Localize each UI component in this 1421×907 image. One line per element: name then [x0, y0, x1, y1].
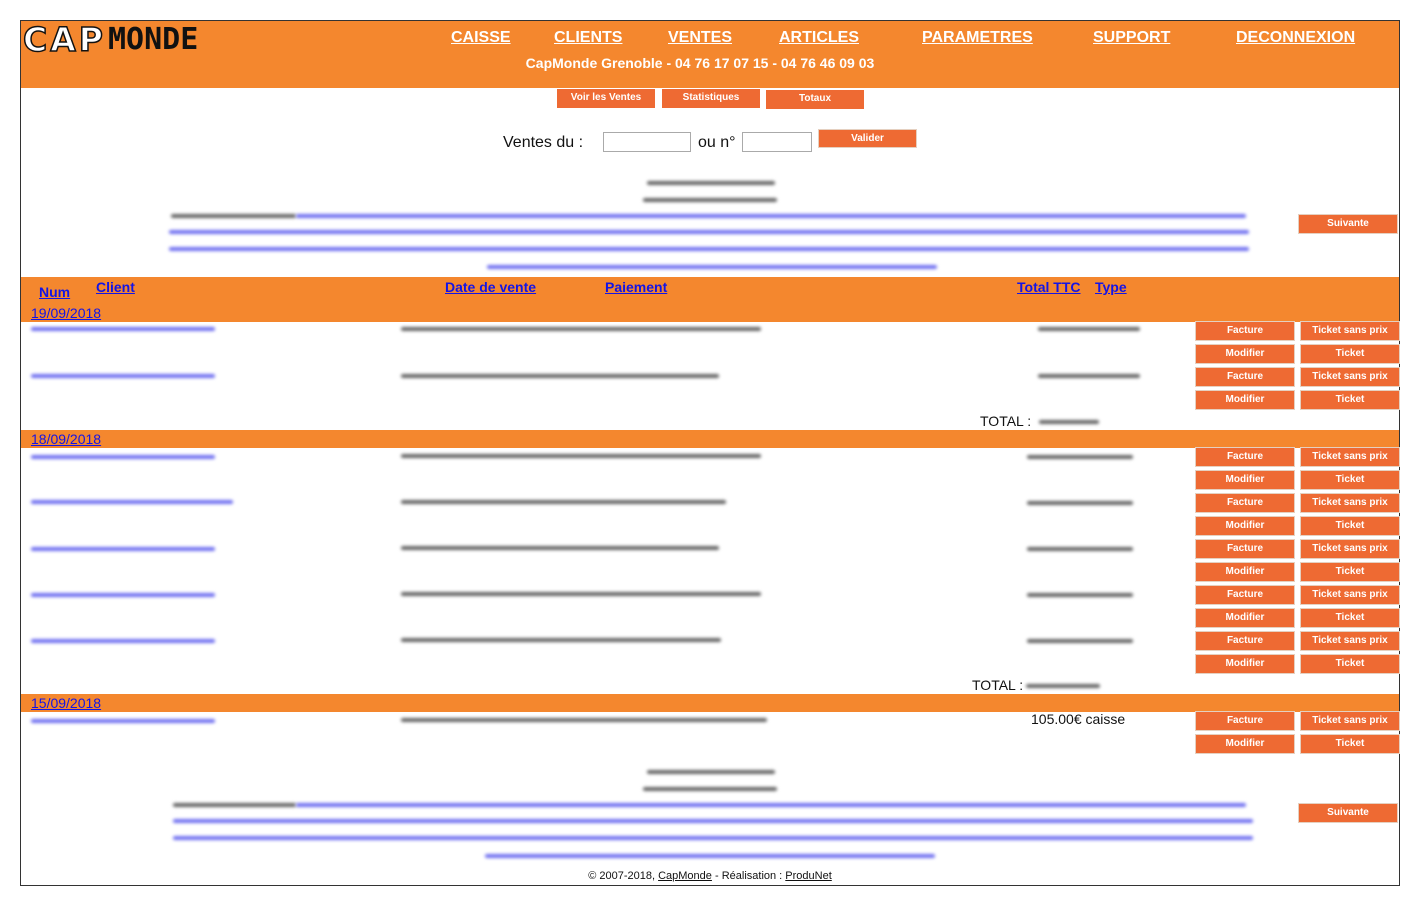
blurred-date-payment — [401, 718, 767, 722]
blurred-date-payment — [401, 374, 719, 378]
ticket-noprice-button[interactable]: Ticket sans prix — [1300, 321, 1400, 341]
date-link[interactable]: 18/09/2018 — [31, 431, 102, 447]
capmonde-link[interactable]: CapMonde — [658, 870, 712, 882]
blurred-total — [1027, 455, 1133, 459]
ticket-button[interactable]: Ticket — [1300, 390, 1400, 410]
ticket-button[interactable]: Ticket — [1300, 516, 1400, 536]
blurred-date-payment — [401, 327, 761, 331]
blurred-client[interactable] — [31, 593, 215, 597]
edit-button[interactable]: Modifier — [1195, 654, 1295, 674]
nav-articles[interactable]: ARTICLES — [779, 29, 859, 46]
nav-support[interactable]: SUPPORT — [1093, 29, 1171, 46]
blurred-date-payment — [401, 500, 726, 504]
invoice-button[interactable]: Facture — [1195, 367, 1295, 387]
blurred-total — [1038, 327, 1140, 331]
ticket-noprice-button[interactable]: Ticket sans prix — [1300, 367, 1400, 387]
tab-voir-ventes[interactable]: Voir les Ventes — [557, 89, 655, 108]
invoice-button[interactable]: Facture — [1195, 321, 1295, 341]
blurred-text — [643, 198, 777, 202]
sales-date-label: Ventes du : — [503, 134, 584, 151]
date-link[interactable]: 15/09/2018 — [31, 695, 102, 711]
store-name: CapMonde Grenoble — [525, 55, 663, 71]
blurred-page-links[interactable] — [485, 854, 935, 858]
edit-button[interactable]: Modifier — [1195, 562, 1295, 582]
blurred-text — [173, 803, 296, 807]
ticket-button[interactable]: Ticket — [1300, 562, 1400, 582]
ticket-button[interactable]: Ticket — [1300, 734, 1400, 754]
sale-number-label: ou n° — [698, 134, 736, 151]
sale-number-input[interactable] — [742, 132, 812, 152]
blurred-total — [1027, 501, 1133, 505]
nav-caisse[interactable]: CAISSE — [451, 29, 511, 46]
validate-button[interactable]: Valider — [818, 129, 917, 148]
blurred-page-links[interactable] — [169, 247, 1249, 251]
blurred-page-links[interactable] — [169, 230, 1249, 234]
ticket-noprice-button[interactable]: Ticket sans prix — [1300, 631, 1400, 651]
edit-button[interactable]: Modifier — [1195, 734, 1295, 754]
blurred-page-links[interactable] — [173, 819, 1253, 823]
blurred-client[interactable] — [31, 719, 215, 723]
blurred-client[interactable] — [31, 327, 215, 331]
ticket-button[interactable]: Ticket — [1300, 608, 1400, 628]
blurred-page-links[interactable] — [487, 265, 937, 269]
blurred-total — [1027, 547, 1133, 551]
blurred-client[interactable] — [31, 639, 215, 643]
nav-deconnexion[interactable]: DECONNEXION — [1236, 29, 1356, 46]
blurred-client[interactable] — [31, 547, 215, 551]
blurred-total — [1027, 593, 1133, 597]
store-info — [21, 55, 1399, 71]
blurred-page-links[interactable] — [296, 803, 1246, 807]
blurred-group-total — [1026, 684, 1100, 688]
edit-button[interactable]: Modifier — [1195, 470, 1295, 490]
nav-parametres[interactable]: PARAMETRES — [922, 29, 1033, 46]
ticket-noprice-button[interactable]: Ticket sans prix — [1300, 585, 1400, 605]
blurred-total — [1027, 639, 1133, 643]
store-phones: - 04 76 17 07 15 - 04 76 46 09 03 — [662, 55, 875, 71]
tab-totaux[interactable]: Totaux — [766, 90, 864, 109]
date-group-header — [21, 694, 1399, 712]
group-total-label: TOTAL : — [972, 677, 1024, 693]
col-type[interactable]: Type — [1095, 279, 1127, 295]
header-bar — [21, 21, 1399, 88]
col-num[interactable]: Num — [39, 284, 71, 300]
ticket-noprice-button[interactable]: Ticket sans prix — [1300, 447, 1400, 467]
produnet-link[interactable]: ProduNet — [785, 870, 832, 882]
invoice-button[interactable]: Facture — [1195, 585, 1295, 605]
blurred-text — [647, 181, 775, 185]
blurred-total — [1038, 374, 1140, 378]
footer — [21, 870, 1399, 882]
ticket-noprice-button[interactable]: Ticket sans prix — [1300, 493, 1400, 513]
group-total-label: TOTAL : — [980, 413, 1032, 429]
blurred-text — [647, 770, 775, 774]
nav-clients[interactable]: CLIENTS — [554, 29, 623, 46]
ticket-button[interactable]: Ticket — [1300, 654, 1400, 674]
logo-monde: MONDE — [107, 22, 199, 57]
date-link[interactable]: 19/09/2018 — [31, 305, 102, 321]
invoice-button[interactable]: Facture — [1195, 711, 1295, 731]
tab-statistiques[interactable]: Statistiques — [662, 89, 760, 108]
blurred-client[interactable] — [31, 455, 215, 459]
blurred-text — [643, 787, 777, 791]
invoice-button[interactable]: Facture — [1195, 493, 1295, 513]
blurred-page-links[interactable] — [173, 836, 1253, 840]
invoice-button[interactable]: Facture — [1195, 631, 1295, 651]
sale-amount: 105.00€ caisse — [1031, 711, 1126, 727]
realisation-text: - Réalisation : — [711, 870, 786, 882]
nav-ventes[interactable]: VENTES — [668, 29, 733, 46]
blurred-date-payment — [401, 454, 761, 458]
blurred-text — [171, 214, 296, 218]
col-total[interactable]: Total TTC — [1017, 279, 1081, 295]
logo-cap: CAP — [23, 20, 106, 59]
edit-button[interactable]: Modifier — [1195, 390, 1295, 410]
ticket-noprice-button[interactable]: Ticket sans prix — [1300, 711, 1400, 731]
col-payment[interactable]: Paiement — [605, 279, 668, 295]
date-group-header — [21, 304, 1399, 322]
col-date[interactable]: Date de vente — [445, 279, 537, 295]
ticket-noprice-button[interactable]: Ticket sans prix — [1300, 539, 1400, 559]
edit-button[interactable]: Modifier — [1195, 608, 1295, 628]
col-client[interactable]: Client — [96, 279, 135, 295]
date-group-header — [21, 430, 1399, 448]
blurred-date-payment — [401, 638, 721, 642]
blurred-date-payment — [401, 546, 719, 550]
app-frame — [20, 20, 1400, 886]
invoice-button[interactable]: Facture — [1195, 539, 1295, 559]
blurred-group-total — [1039, 420, 1099, 424]
edit-button[interactable]: Modifier — [1195, 516, 1295, 536]
ticket-button[interactable]: Ticket — [1300, 470, 1400, 490]
next-page-button[interactable]: Suivante — [1298, 803, 1398, 823]
next-page-button[interactable]: Suivante — [1298, 214, 1398, 234]
invoice-button[interactable]: Facture — [1195, 447, 1295, 467]
ticket-button[interactable]: Ticket — [1300, 344, 1400, 364]
blurred-page-links[interactable] — [296, 214, 1246, 218]
edit-button[interactable]: Modifier — [1195, 344, 1295, 364]
blurred-date-payment — [401, 592, 761, 596]
capmonde-logo[interactable] — [23, 20, 199, 59]
sales-date-input[interactable] — [603, 132, 691, 152]
blurred-client[interactable] — [31, 500, 233, 504]
copyright-text: © 2007-2018, — [588, 870, 659, 882]
blurred-client[interactable] — [31, 374, 215, 378]
